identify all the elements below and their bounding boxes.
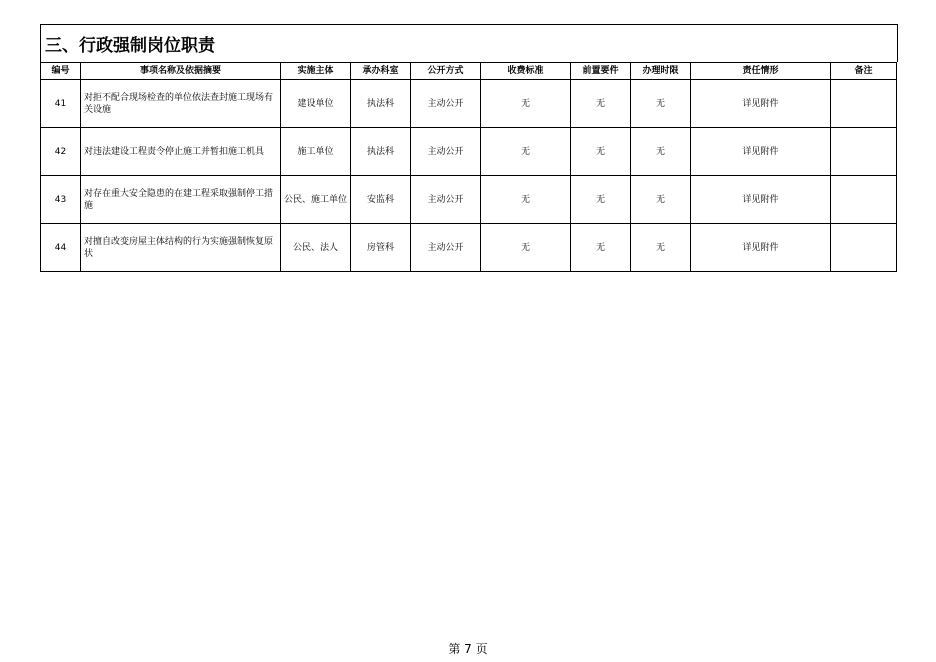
cell-other bbox=[831, 224, 897, 272]
cell-other bbox=[831, 128, 897, 176]
column-header: 备注 bbox=[831, 63, 897, 80]
cell-office: 执法科 bbox=[351, 128, 411, 176]
cell-fee: 无 bbox=[481, 128, 571, 176]
table-row bbox=[41, 224, 897, 272]
cell-scope: 主动公开 bbox=[411, 128, 481, 176]
cell-liability: 详见附件 bbox=[691, 176, 831, 224]
cell-limit: 无 bbox=[631, 80, 691, 128]
document-sheet bbox=[40, 24, 896, 272]
cell-name: 对存在重大安全隐患的在建工程采取强制停工措施 bbox=[81, 176, 281, 224]
section-title: 三、行政强制岗位职责 bbox=[40, 24, 898, 62]
cell-pre: 无 bbox=[571, 80, 631, 128]
cell-liability: 详见附件 bbox=[691, 80, 831, 128]
cell-office: 安监科 bbox=[351, 176, 411, 224]
column-header: 收费标准 bbox=[481, 63, 571, 80]
cell-office: 房管科 bbox=[351, 224, 411, 272]
cell-pre: 无 bbox=[571, 176, 631, 224]
cell-subject: 施工单位 bbox=[281, 128, 351, 176]
header-row bbox=[41, 63, 897, 80]
cell-pre: 无 bbox=[571, 128, 631, 176]
responsibility-table bbox=[40, 62, 897, 272]
cell-limit: 无 bbox=[631, 128, 691, 176]
column-header: 责任情形 bbox=[691, 63, 831, 80]
cell-no: 41 bbox=[41, 80, 81, 128]
cell-fee: 无 bbox=[481, 80, 571, 128]
table-row bbox=[41, 176, 897, 224]
column-header: 办理时限 bbox=[631, 63, 691, 80]
cell-pre: 无 bbox=[571, 224, 631, 272]
cell-no: 43 bbox=[41, 176, 81, 224]
table-row bbox=[41, 128, 897, 176]
column-header: 公开方式 bbox=[411, 63, 481, 80]
cell-subject: 公民、施工单位 bbox=[281, 176, 351, 224]
cell-liability: 详见附件 bbox=[691, 128, 831, 176]
cell-no: 42 bbox=[41, 128, 81, 176]
cell-scope: 主动公开 bbox=[411, 224, 481, 272]
cell-scope: 主动公开 bbox=[411, 176, 481, 224]
cell-subject: 公民、法人 bbox=[281, 224, 351, 272]
table-row bbox=[41, 80, 897, 128]
cell-name: 对擅自改变房屋主体结构的行为实施强制恢复原状 bbox=[81, 224, 281, 272]
column-header: 承办科室 bbox=[351, 63, 411, 80]
cell-name: 对违法建设工程责令停止施工并暂扣施工机具 bbox=[81, 128, 281, 176]
cell-other bbox=[831, 176, 897, 224]
cell-other bbox=[831, 80, 897, 128]
cell-limit: 无 bbox=[631, 224, 691, 272]
column-header: 事项名称及依据摘要 bbox=[81, 63, 281, 80]
cell-limit: 无 bbox=[631, 176, 691, 224]
cell-fee: 无 bbox=[481, 224, 571, 272]
page-number: 第 7 页 bbox=[448, 642, 488, 656]
cell-liability: 详见附件 bbox=[691, 224, 831, 272]
cell-scope: 主动公开 bbox=[411, 80, 481, 128]
cell-subject: 建设单位 bbox=[281, 80, 351, 128]
cell-no: 44 bbox=[41, 224, 81, 272]
column-header: 实施主体 bbox=[281, 63, 351, 80]
column-header: 前置要件 bbox=[571, 63, 631, 80]
cell-fee: 无 bbox=[481, 176, 571, 224]
cell-name: 对拒不配合现场检查的单位依法查封施工现场有关设施 bbox=[81, 80, 281, 128]
column-header: 编号 bbox=[41, 63, 81, 80]
cell-office: 执法科 bbox=[351, 80, 411, 128]
